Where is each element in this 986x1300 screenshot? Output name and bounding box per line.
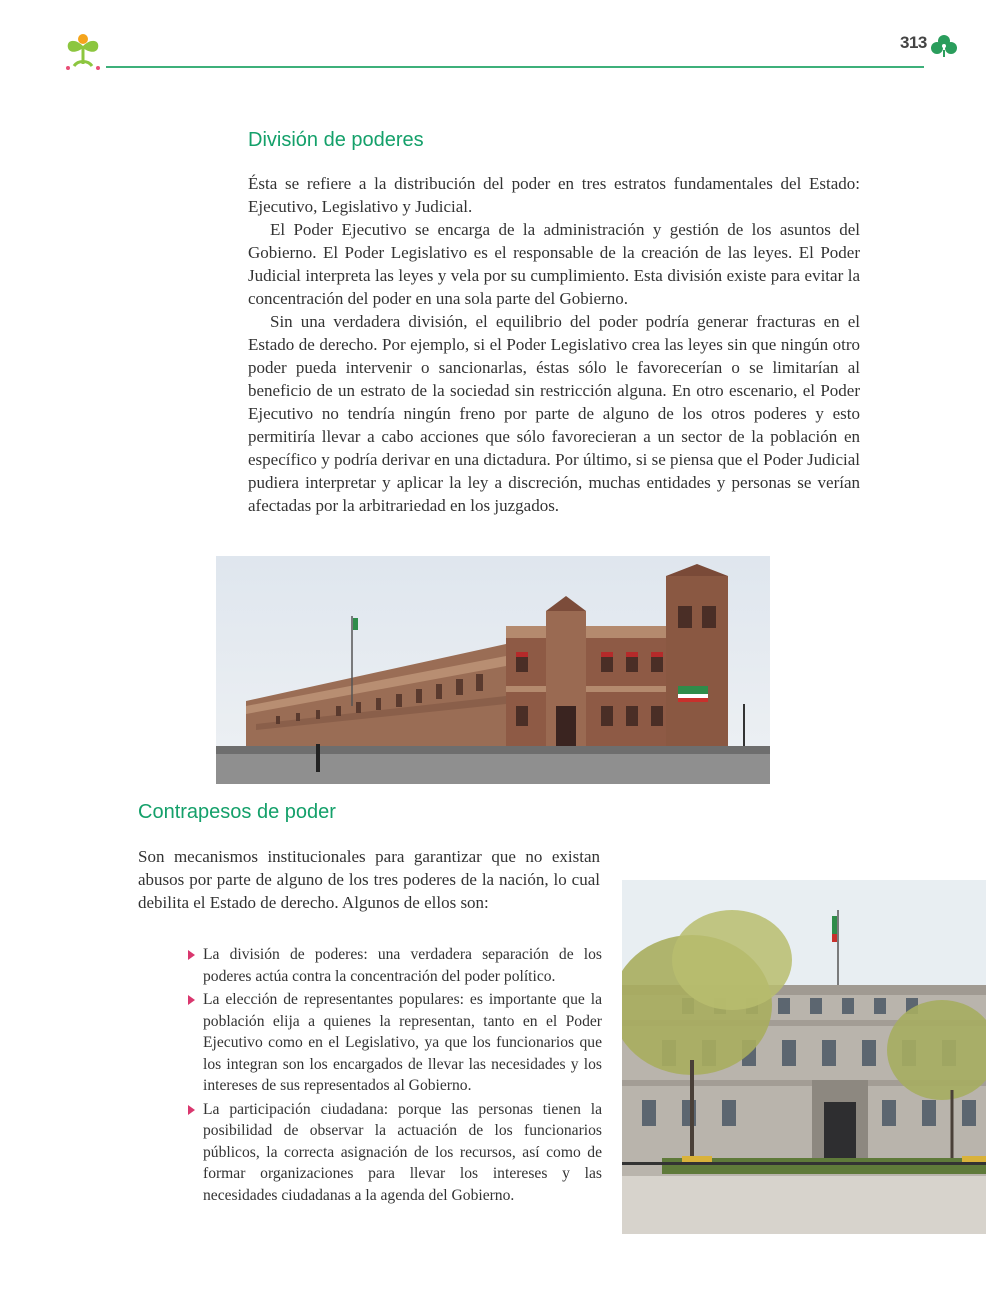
list-item [188,989,602,1097]
government-building-photo [622,880,986,1234]
national-palace-photo [216,556,770,784]
bullet-triangle-icon [188,1105,195,1115]
list-item-text: La elección de representantes populares: es importante que la población elija a quienes la representan, tanto en el Poder Ejecutivo como en el Legislativo, ya que los funcionarios que los integran son los encargados de llevar las necesidades y los intereses de sus representados al Gobierno. [203,991,602,1094]
list-item-text: La participación ciudadana: porque las personas tienen la posibilidad de observar la actuación de los funcionarios públicos, la correcta asignación de los recursos, así como de formar organizaciones para llevar los intereses y las necesidades ciudadanas a la agenda del Gobierno. [203,1100,602,1204]
section1-body [248,172,860,517]
clover-icon [930,34,958,58]
list-item [188,1099,602,1207]
paragraph: Son mecanismos institucionales para garantizar que no existan abusos por parte de alguno de los tres poderes de la nación, lo cual debilita el Estado de derecho. Algunos de ellos son: [138,847,600,912]
bullet-triangle-icon [188,995,195,1005]
section-title-division-de-poderes: División de poderes [248,129,424,151]
paragraph: Ésta se refiere a la distribución del poder en tres estratos fundamentales del Estado: Ejecutivo, Legislativo y Judicial. [248,174,860,216]
paragraph: El Poder Ejecutivo se encarga de la administración y gestión de los asuntos del Gobierno. El Poder Legislativo es el responsable de la creación de las leyes. El Poder Judicial interpreta las leyes y vela por su cumplimiento. Esta división existe para evitar la concentración del poder en una sola parte del Gobierno. [248,220,860,308]
bullet-triangle-icon [188,950,195,960]
list-item-text: La división de poderes: una verdadera separación de los poderes actúa contra la concentración del poder político. [203,946,602,985]
checks-and-balances-list [188,944,602,1208]
header-rule [106,66,924,68]
flower-figure-logo-icon [60,30,106,74]
paragraph: Sin una verdadera división, el equilibrio del poder podría generar fracturas en el Estado de derecho. Por ejemplo, si el Poder Legislativo crea las leyes sin que ningún otro poder pueda intervenir o sancionarlas, éstas sólo le favorecerían o se limitarían al beneficio de un estrato de la sociedad sin restricción alguna. En otro escenario, el Poder Ejecutivo no tendría ningún freno por parte de alguno de los otros poderes y esto permitiría llevar a cabo acciones que sólo favorecieran a un sector de la población en específico y podría derivar en una dictadura. Por último, si se piensa que el Poder Judicial pudiera interpretar y aplicar la ley a discreción, muchas entidades y personas se verían afectadas por la arbitrariedad en los juzgados. [248,312,860,515]
list-item [188,944,602,987]
page-number: 313 [900,33,927,52]
section-title-contrapesos-de-poder: Contrapesos de poder [138,801,336,823]
section2-intro [138,845,600,914]
